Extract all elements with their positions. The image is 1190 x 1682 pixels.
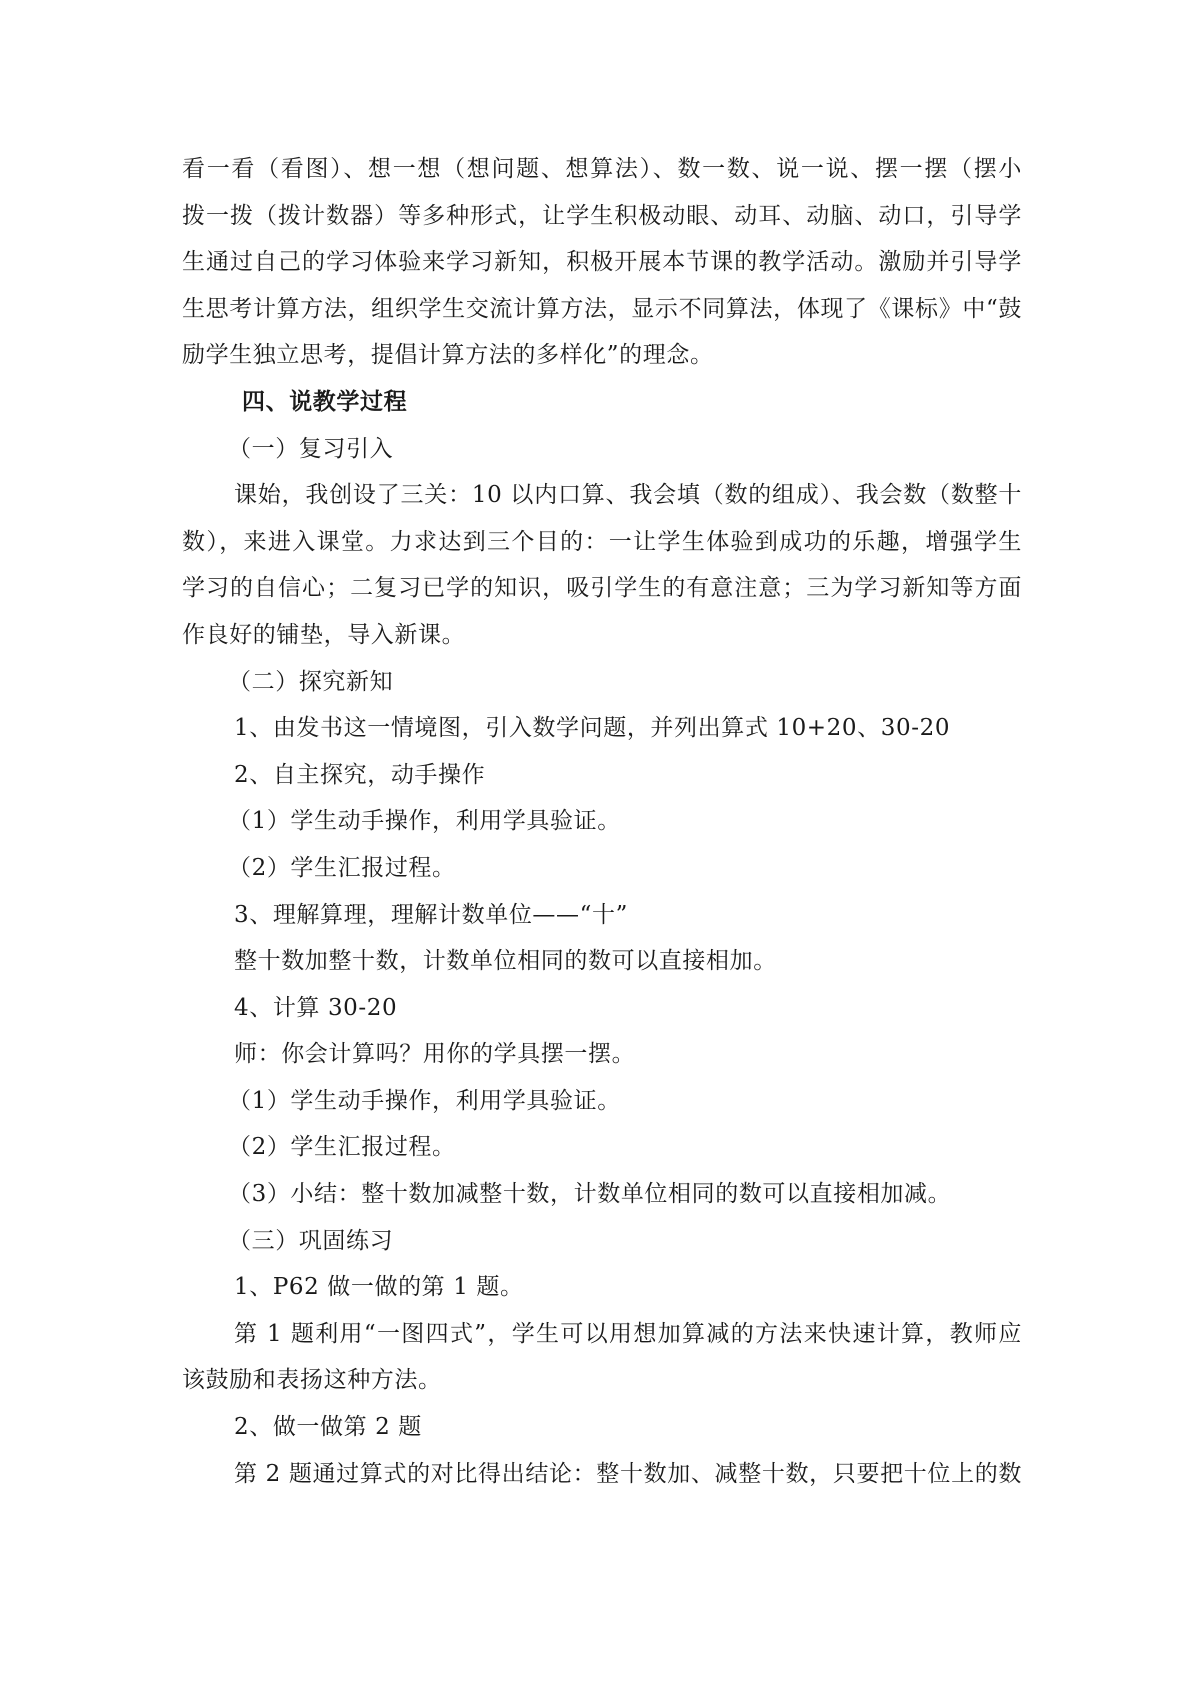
section-heading: 四、说教学过程 — [242, 388, 408, 415]
paragraph-line: 课始，我创设了三关：10 以内口算、我会填（数的组成）、我会数（数整十 — [234, 482, 1022, 509]
paragraph-line: 学习的自信心；二复习已学的知识，吸引学生的有意注意；三为学习新知等方面 — [182, 575, 1022, 602]
list-item: 2、做一做第 2 题 — [234, 1414, 422, 1441]
paragraph-line: 拨一拨（拨计数器）等多种形式，让学生积极动眼、动耳、动脑、动口，引导学 — [182, 202, 1022, 229]
subsection-heading: （三）巩固练习 — [228, 1227, 394, 1254]
list-item: （3）小结：整十数加减整十数，计数单位相同的数可以直接相加减。 — [228, 1181, 952, 1208]
document-body — [182, 146, 1022, 1497]
paragraph-line: 生思考计算方法，组织学生交流计算方法，显示不同算法，体现了《课标》中“鼓 — [182, 295, 1022, 322]
paragraph-line: 看一看（看图）、想一想（想问题、想算法）、数一数、说一说、摆一摆（摆小 — [182, 156, 1022, 182]
subsection-heading: （一）复习引入 — [228, 435, 394, 462]
paragraph-line: 数），来进入课堂。力求达到三个目的：一让学生体验到成功的乐趣，增强学生 — [182, 528, 1022, 555]
list-item: 4、计算 30-20 — [234, 994, 398, 1021]
list-item: 1、由发书这一情境图，引入数学问题，并列出算式 10+20、30-20 — [234, 715, 951, 742]
list-item: 3、理解算理，理解计数单位——“十” — [234, 901, 628, 928]
paragraph-line: 第 2 题通过算式的对比得出结论：整十数加、减整十数，只要把十位上的数 — [234, 1460, 1022, 1487]
list-item: 1、P62 做一做的第 1 题。 — [234, 1274, 524, 1301]
list-item: （2）学生汇报过程。 — [228, 1134, 456, 1161]
paragraph-line: 生通过自己的学习体验来学习新知，积极开展本节课的教学活动。激励并引导学 — [182, 249, 1022, 276]
paragraph-line: 励学生独立思考，提倡计算方法的多样化”的理念。 — [182, 342, 714, 369]
paragraph-line: 作良好的铺垫，导入新课。 — [182, 621, 466, 648]
list-item: 2、自主探究，动手操作 — [234, 761, 486, 788]
subsection-heading: （二）探究新知 — [228, 668, 394, 695]
list-item: （2）学生汇报过程。 — [228, 854, 456, 881]
paragraph-line: 整十数加整十数，计数单位相同的数可以直接相加。 — [234, 948, 777, 975]
list-item: （1）学生动手操作，利用学具验证。 — [228, 1087, 621, 1114]
paragraph-line: 该鼓励和表扬这种方法。 — [182, 1367, 442, 1394]
paragraph-line: 第 1 题利用“一图四式”，学生可以用想加算减的方法来快速计算，教师应 — [234, 1320, 1022, 1347]
list-item: （1）学生动手操作，利用学具验证。 — [228, 808, 621, 835]
paragraph-line: 师：你会计算吗？用你的学具摆一摆。 — [234, 1041, 636, 1068]
